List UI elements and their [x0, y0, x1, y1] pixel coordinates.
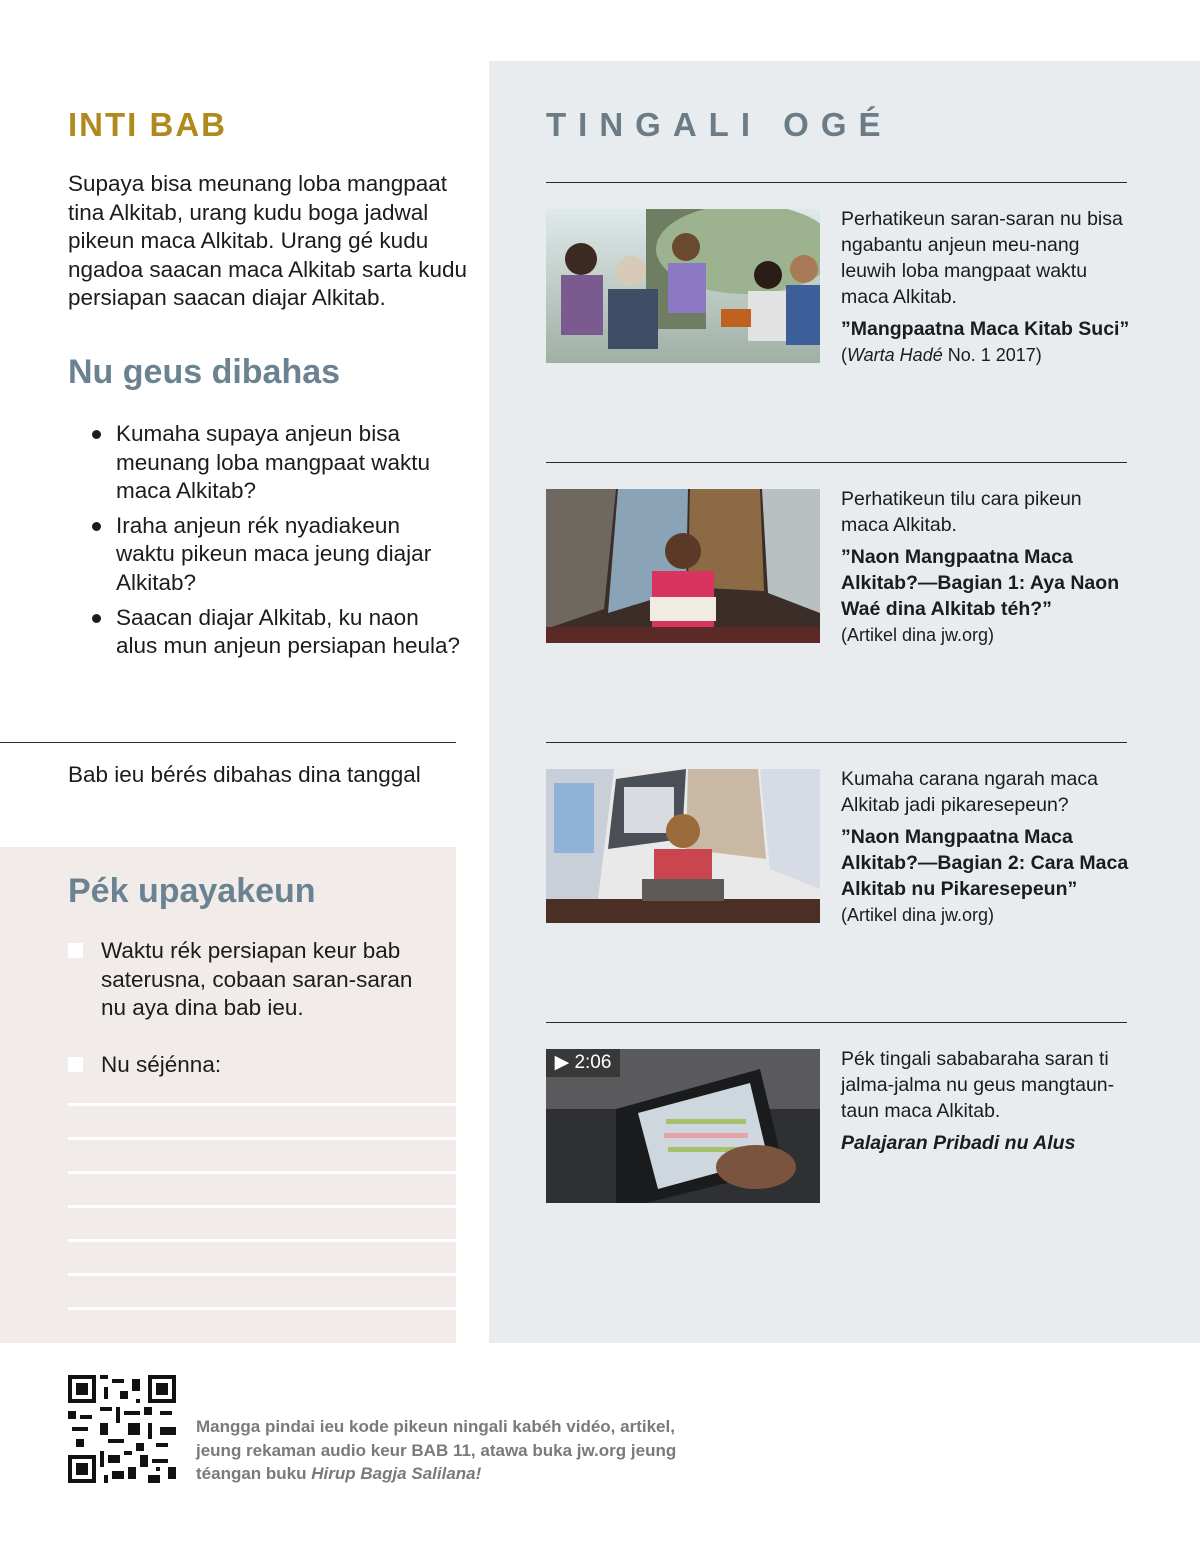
- play-icon: ▶: [554, 1052, 575, 1073]
- ref-description: Perhatikeun tilu cara pikeun maca Alkitab.: [841, 488, 1082, 536]
- inti-bab-body: Supaya bisa meunang loba mangpaat tina Alkitab, urang kudu boga jadwal pikeun maca Alkitab. Urang gé kudu ngadoa saacan maca Alkitab sarta kudu persiapan saacan diajar Alkitab.: [68, 171, 468, 311]
- ref-description: Pék tingali sababaraha saran ti jalma-jalma nu geus mangtaun-taun maca Alkitab.: [841, 1048, 1115, 1122]
- review-item: Waktu rék persiapan keur bab saterusna, cobaan saran-saran nu aya dina bab ieu.: [101, 938, 413, 1021]
- bullet-icon: [92, 614, 101, 623]
- bullet-icon: [92, 522, 101, 531]
- ref-source: (Artikel dina jw.org): [841, 905, 995, 925]
- write-line: [68, 1103, 456, 1106]
- divider: [546, 1022, 1127, 1023]
- question-item: Kumaha supaya anjeun bisa meunang loba mangpaat waktu maca Alkitab?: [92, 420, 462, 506]
- footer-note: Mangga pindai ieu kode pikeun ningali kabéh vidéo, artikel, jeung rekaman audio keur BAB 11, atawa buka jw.org jeung téangan buku Hirup Bagja Salilana!: [196, 1417, 677, 1483]
- ref-title-link[interactable]: ”Naon Mangpaatna Maca Alkitab?—Bagian 1: Aya Naon Waé dina Alkitab téh?”: [841, 546, 1120, 620]
- write-line: [68, 1205, 456, 1208]
- review-item: Nu séjénna:: [101, 1052, 222, 1077]
- question-item: Saacan diajar Alkitab, ku naon alus mun anjeun persiapan heula?: [92, 604, 462, 661]
- divider: [546, 182, 1127, 183]
- ref-title-link[interactable]: Palajaran Pribadi nu Alus: [841, 1132, 1076, 1154]
- write-line: [68, 1239, 456, 1242]
- bullet-icon: [92, 430, 101, 439]
- ref-source: (Warta Hadé No. 1 2017): [841, 345, 1042, 365]
- divider: [546, 742, 1127, 743]
- divider: [546, 462, 1127, 463]
- checkbox-other[interactable]: [68, 1057, 83, 1072]
- checkbox-try-suggestions[interactable]: [68, 943, 83, 958]
- write-line: [68, 1137, 456, 1140]
- write-line: [68, 1171, 456, 1174]
- ref-image-boy-reading[interactable]: [546, 489, 820, 643]
- date-label: Bab ieu bérés dibahas dina tanggal: [68, 762, 421, 787]
- write-line: [68, 1273, 456, 1276]
- see-also-title: TINGALI OGÉ: [546, 106, 893, 143]
- ref-text: [841, 766, 1131, 928]
- question-item: Iraha anjeun rék nyadiakeun waktu pikeun maca jeung diajar Alkitab?: [92, 512, 462, 598]
- ref-image-people-reading[interactable]: [546, 209, 820, 363]
- divider: [0, 742, 456, 743]
- ref-image-girl-reading[interactable]: [546, 769, 820, 923]
- ref-video-thumbnail[interactable]: [546, 1049, 820, 1203]
- review-title: Pék upayakeun: [68, 872, 316, 910]
- review-panel: [0, 847, 456, 1343]
- ref-text: [841, 206, 1131, 368]
- ref-source: (Artikel dina jw.org): [841, 625, 995, 645]
- ref-description: Perhatikeun saran-saran nu bisa ngabantu anjeun meu-nang leuwih loba mangpaat waktu maca Alkitab.: [841, 208, 1123, 308]
- inti-bab-title: INTI BAB: [68, 106, 227, 143]
- ref-description: Kumaha carana ngarah maca Alkitab jadi pikaresepeun?: [841, 768, 1098, 816]
- qr-code[interactable]: [68, 1375, 176, 1483]
- ref-title-link[interactable]: ”Naon Mangpaatna Maca Alkitab?—Bagian 2: Cara Maca Alkitab nu Pikaresepeun”: [841, 826, 1129, 900]
- discussed-title: Nu geus dibahas: [68, 353, 341, 391]
- ref-text: [841, 486, 1131, 648]
- ref-text: [841, 1046, 1131, 1156]
- ref-title-link[interactable]: ”Mangpaatna Maca Kitab Suci”: [841, 318, 1130, 340]
- question-list: [92, 420, 462, 667]
- video-duration-badge: ▶ 2:06: [546, 1049, 620, 1077]
- write-line: [68, 1307, 456, 1310]
